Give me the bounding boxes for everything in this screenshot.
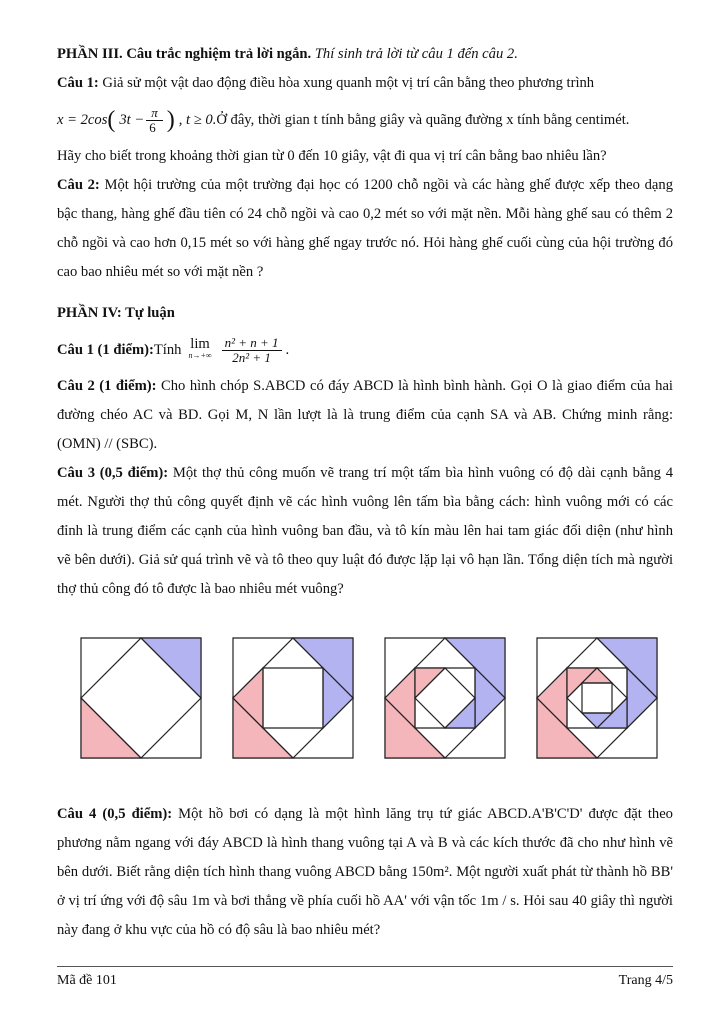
q2-label: Câu 2:: [57, 177, 100, 193]
part4-q4-block: [57, 800, 673, 945]
p4q1-label: Câu 1 (1 điểm):: [57, 341, 154, 358]
part4-q4: [57, 800, 673, 945]
q2-text: Một hội trường của một trường đại học có 1200 chỗ ngồi và các hàng ghế được xếp theo dạng bậc thang, hàng ghế đầu tiên có 24 chỗ ngồi và cao 0,2 mét so với mặt nền. Mỗi hàng ghế sau có thêm 2 chỗ ngồi và cao hơn 0,15 mét so với hàng ghế ngay trước nó. Hỏi hàng ghế cuối cùng của hội trường đó cao bao nhiêu mét so với mặt nền ?: [57, 177, 674, 280]
inscribed-square: [582, 683, 612, 713]
q1-formula-line: x = 2cos ( 3t − $\frac{\pi}{6}$ ) , t ≥ 0. Ở đây, thời gian t tính bằng giây và quãng đường x tính bằng centimét.: [57, 104, 630, 135]
inscribed-square: [263, 668, 323, 728]
p4q3-label: Câu 3 (0,5 điểm):: [57, 465, 169, 481]
page-footer: [57, 966, 673, 989]
q1-formula-arg: 3t −: [119, 111, 145, 128]
part4-q1: Câu 1 (1 điểm): Tính lim n→+∞ $\frac{\text{n² + n + 1}}{\text{2n² + 1}}$ .: [57, 334, 290, 365]
p4q1-fraction: $\frac{\text{n² + n + 1}}{\text{2n² + 1}}$: [222, 336, 282, 365]
p4q3-text: Một thợ thủ công muốn vẽ trang trí một tấm bìa hình vuông có độ dài cạnh bằng 4 mét. Người thợ thủ công quyết định vẽ các hình vuông lên tấm bìa bằng cách: hình vuông mới có các đỉnh là trung điểm các cạnh của hình vuông ban đầu, và tô kín màu lên hai tam giác đối diện (như hình vẽ bên dưới). Giả sử quá trình vẽ và tô theo quy luật đó được lặp lại vô hạn lần. Tổng diện tích mà người thợ thủ công đó tô được là bao nhiêu mét vuông?: [57, 465, 673, 597]
q1-text-b: Ở đây, thời gian t tính bằng giây và quãng đường x tính bằng centimét.: [216, 111, 630, 128]
part3-heading: [57, 40, 673, 69]
part3-q2: [57, 171, 673, 287]
footer-page: Trang 4/5: [618, 973, 673, 988]
p4q2-label: Câu 2 (1 điểm):: [57, 378, 157, 394]
part3-q1-intro: [57, 69, 673, 98]
part4-heading: [57, 299, 673, 328]
p4q2-text: Cho hình chóp S.ABCD có đáy ABCD là hình bình hành. Gọi O là giao điểm của hai đường chéo AC và BD. Gọi M, N lần lượt là là trung điểm của cạnh SA và AB. Chứng minh rằng: (OMN) // (SBC).: [57, 378, 673, 452]
q1-text-c: Hãy cho biết trong khoảng thời gian từ 0 đến 10 giây, vật đi qua vị trí cân bằng bao nhiêu lần?: [57, 148, 607, 164]
part4-q2: [57, 372, 673, 459]
q1-formula-cond: , t ≥ 0.: [178, 111, 217, 128]
p4q1-lim: lim n→+∞: [188, 336, 212, 360]
q1-pi-over-6: $\frac{\pi}{6}$: [146, 106, 163, 135]
p4q1-text: Tính: [153, 341, 182, 358]
part4-title: PHẦN IV: Tự luận: [57, 305, 175, 321]
part3-note: Thí sinh trả lời từ câu 1 đến câu 2.: [314, 46, 518, 62]
p4q4-label: Câu 4 (0,5 điểm):: [57, 806, 173, 822]
page-content: [57, 40, 673, 604]
p4q4-text: Một hồ bơi có dạng là một hình lăng trụ tứ giác ABCD.A'B'C'D' được đặt theo phương nằm ngang với đáy ABCD là hình thang vuông tại A và B và các kích thước đã cho như hình vẽ bên dưới. Biết rằng diện tích hình thang vuông ABCD bằng 150m². Một người xuất phát từ thành hồ BB' ở vị trí ứng với độ sâu 1m và bơi thẳng về phía cuối hồ AA' với vận tốc 1m / s. Hỏi sau 40 giây thì người này đang ở khu vực của hồ có độ sâu là bao nhiêu mét?: [57, 806, 673, 938]
part4-q3: [57, 459, 673, 604]
q1-label: Câu 1:: [57, 75, 99, 91]
q1-formula-lhs: x = 2cos: [57, 111, 108, 128]
footer-code: Mã đề 101: [57, 973, 117, 988]
nested-squares-figures: [80, 636, 660, 760]
q1-text-a: Giả sử một vật dao động điều hòa xung quanh một vị trí cân bằng theo phương trình: [102, 75, 595, 91]
part3-title: PHẦN III. Câu trắc nghiệm trả lời ngắn.: [57, 46, 312, 62]
